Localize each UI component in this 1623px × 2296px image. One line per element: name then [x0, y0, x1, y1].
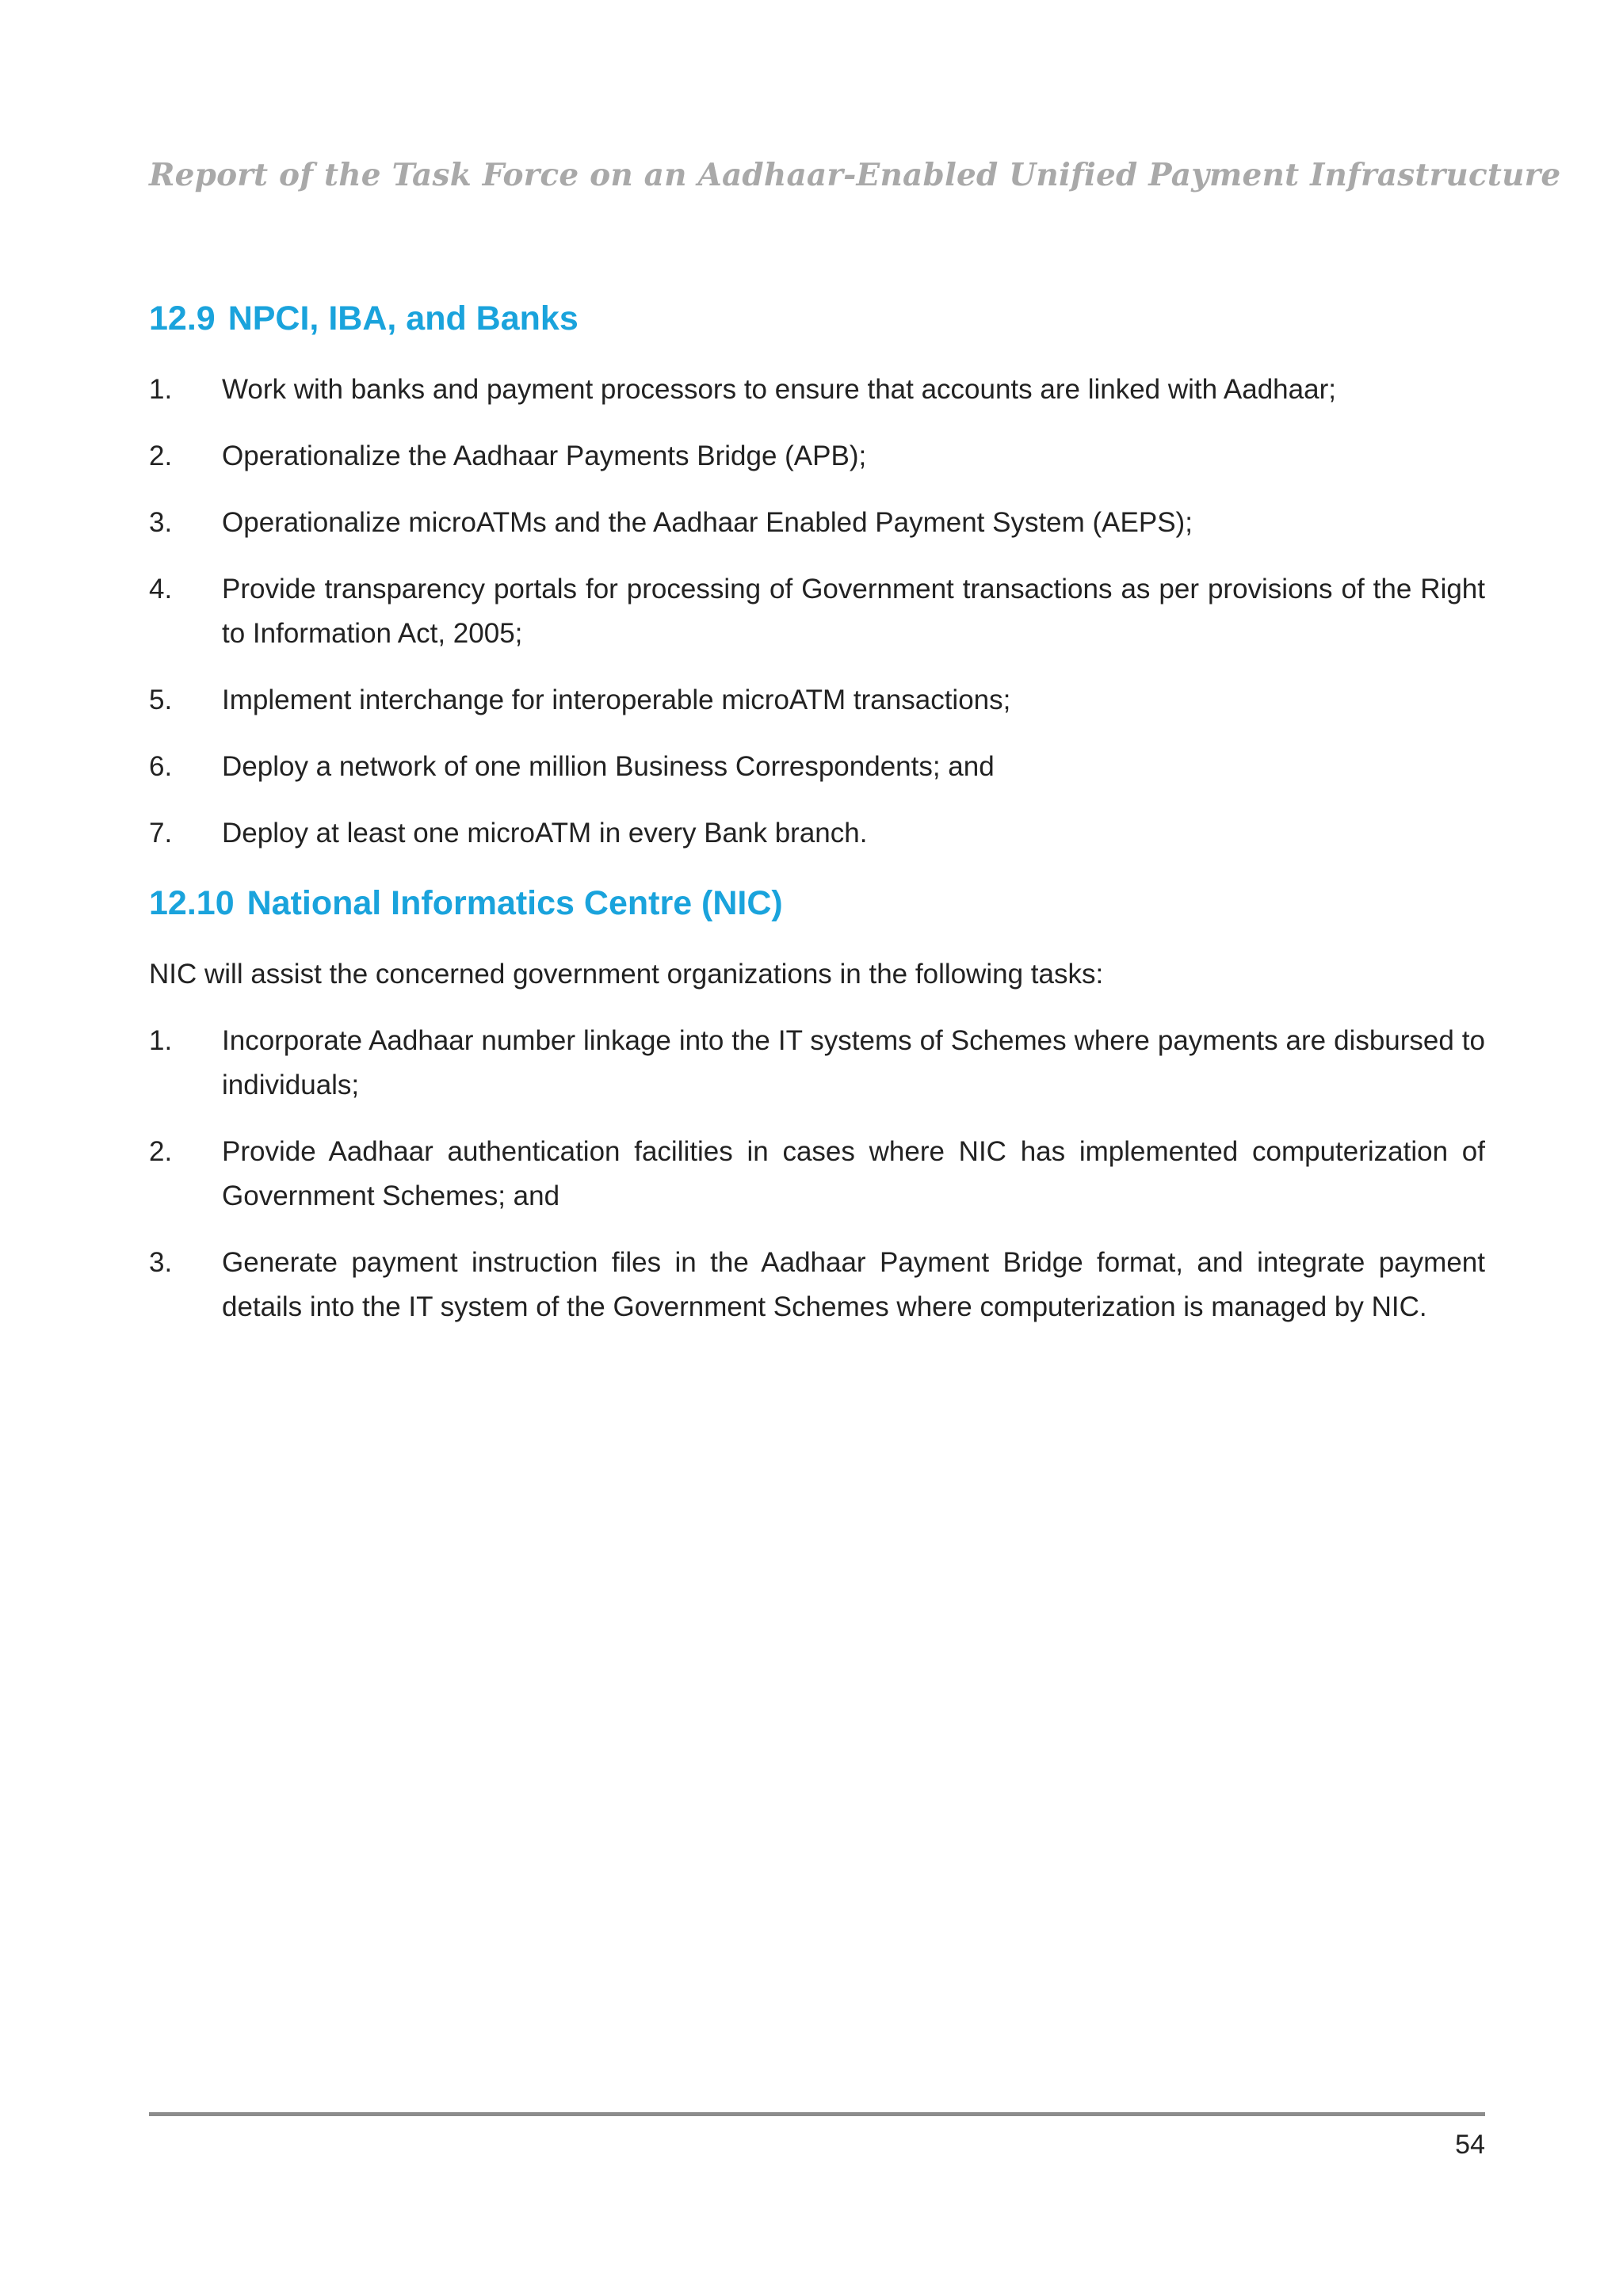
list-item-text: Provide Aadhaar authentication facilities in cases where NIC has implemented computerization of Government Schemes; and	[222, 1136, 1485, 1211]
list-marker: 1.	[149, 374, 173, 405]
footer-divider	[149, 2112, 1485, 2116]
page-number: 54	[1455, 2130, 1485, 2160]
section-heading-12-9	[149, 293, 1485, 344]
list-marker: 1.	[149, 1025, 173, 1056]
list-marker: 5.	[149, 685, 173, 715]
section-title: NPCI, IBA, and Banks	[227, 299, 579, 338]
list-item-text: Provide transparency portals for processing of Government transactions as per provisions of the Right to Information Act, 2005;	[222, 574, 1485, 649]
list-marker: 6.	[149, 751, 173, 782]
list-marker: 3.	[149, 507, 173, 538]
list-item	[149, 1241, 1485, 1329]
page-content	[149, 293, 1485, 1352]
list-item-text: Generate payment instruction files in the Aadhaar Payment Bridge format, and integrate payment details into the IT system of the Government Schemes where computerization is managed by NIC.	[222, 1247, 1485, 1322]
list-item	[149, 1019, 1485, 1108]
list-item-text: Deploy at least one microATM in every Bank branch.	[222, 818, 868, 849]
list-marker: 2.	[149, 441, 173, 471]
section-intro: NIC will assist the concerned government organizations in the following tasks:	[149, 959, 1104, 990]
list-marker: 3.	[149, 1247, 173, 1278]
nic-task-list	[149, 1019, 1485, 1329]
list-item	[149, 1130, 1485, 1219]
list-item	[149, 501, 1485, 545]
list-item	[149, 811, 1485, 856]
list-marker: 4.	[149, 574, 173, 605]
section-number: 12.9	[149, 299, 216, 338]
section-heading-12-10	[149, 878, 1485, 929]
list-marker: 2.	[149, 1136, 173, 1167]
list-item-text: Deploy a network of one million Business Correspondents; and	[222, 751, 995, 782]
list-item	[149, 434, 1485, 479]
list-item	[149, 678, 1485, 723]
section-title: National Informatics Centre (NIC)	[246, 884, 783, 922]
list-item	[149, 567, 1485, 656]
list-item	[149, 745, 1485, 789]
list-item	[149, 368, 1485, 412]
list-item-text: Operationalize the Aadhaar Payments Bridge (APB);	[222, 441, 867, 471]
npci-task-list	[149, 368, 1485, 856]
list-item-text: Incorporate Aadhaar number linkage into the IT systems of Schemes where payments are disbursed to individuals;	[222, 1025, 1485, 1100]
section-number: 12.10	[149, 884, 235, 922]
list-item-text: Operationalize microATMs and the Aadhaar Enabled Payment System (AEPS);	[222, 507, 1193, 538]
list-marker: 7.	[149, 818, 173, 849]
running-header: Report of the Task Force on an Aadhaar-Enabled Unified Payment Infrastructure	[149, 157, 1561, 193]
list-item-text: Work with banks and payment processors to ensure that accounts are linked with Aadhaar;	[222, 374, 1336, 405]
list-item-text: Implement interchange for interoperable microATM transactions;	[222, 685, 1011, 715]
